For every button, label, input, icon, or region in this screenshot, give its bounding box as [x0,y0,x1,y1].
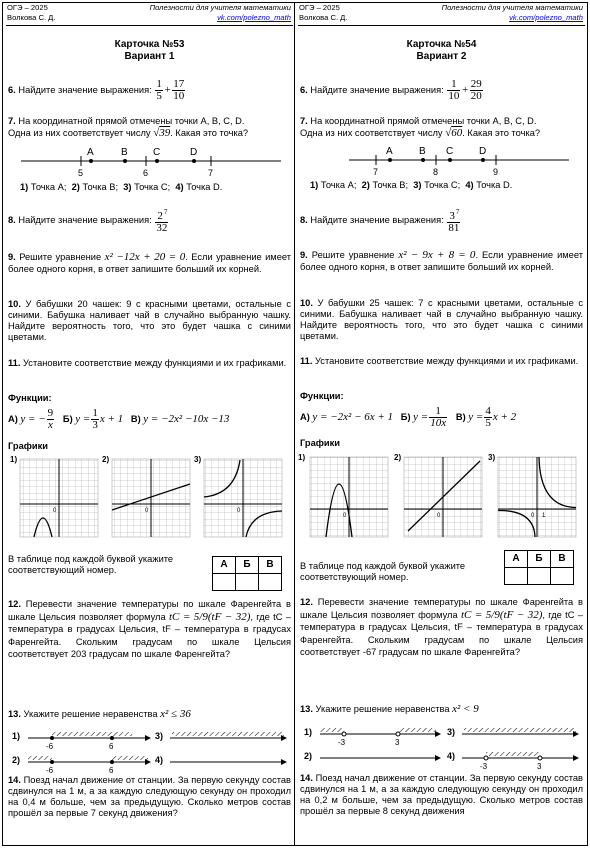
task-6: 6. Найдите значение выражения: $\frac{1}{5}$ + $\frac{17}{10}$ [8,78,185,102]
graph-1-label: 1) [10,455,18,464]
card-title: Карточка №53 [114,39,185,50]
author-name: Волкова С. Д. [7,13,56,22]
task-13: 13. Укажите решение неравенства x² ≤ 36 [8,708,191,720]
point-d: D [479,146,487,157]
svg-text:1): 1) [12,731,21,741]
graph-3-label: 3) [194,455,202,464]
point-b: B [419,146,426,157]
site-link[interactable]: vk.com/polezno_math [217,13,291,22]
graphs-row [10,454,290,546]
svg-text:1): 1) [304,727,313,737]
functions-list: А) y = − $\frac{9}{x}$ Б) y = $\frac{1}{3}$ x + 1 В) y = −2x² −10x −13 [8,407,230,431]
worksheet-page [2,2,588,846]
svg-text:2): 2) [12,755,21,765]
answer-cell-a[interactable] [213,574,236,591]
svg-text:4): 4) [155,755,164,765]
svg-text:0: 0 [237,508,241,514]
svg-text:-6: -6 [46,766,54,774]
svg-text:0: 0 [145,508,149,514]
svg-text:6: 6 [109,742,114,751]
task-9: 9. Решите уравнение x² −12x + 20 = 0. Если уравнение имеет более одного корня, в ответ запишите больший их корней. [8,251,291,275]
page-header [6,3,293,26]
exam-name: ОГЭ – 2025 [7,3,48,12]
task-14: 14. Поезд начал движение от станции. За первую секунду состав сдвинулся на 1 м, а за каждую следующую секунду он проходил на 0,2 м больше, чем за предыдущую. Сколько метров состав прошёл за первые 8 секунд движения [300,773,583,817]
graph-2-label: 2) [394,453,402,462]
graphs-label: Графики [8,441,48,451]
answer-cell-b[interactable] [528,568,551,585]
svg-text:0: 0 [531,513,535,519]
task-8: 8. Найдите значение выражения: $\frac{2^7}{32}$ [8,208,168,234]
task-6: 6. Найдите значение выражения: $\frac{1}{10}$ + $\frac{29}{20}$ [300,78,482,102]
task-7: 7. На координатной прямой отмечены точки A, B, C, D. Одна из них соответствует числу √39. Какая это точка? [8,116,249,140]
site-title: Полезности для учителя математики [441,3,583,12]
task-7-options: 1) Точка A; 2) Точка B; 3) Точка C; 4) Точка D. [20,182,223,192]
task-12: 12. Перевести значение температуры по шкале Фаренгейта в шкале Цельсия позволяет формула tC = 5/9(tF − 32), где tC – температура в градусах Цельсия, tF – температура в градусах Фаренгейта. Скольким градусам по шкале Цельсия соответствует -67 градусам по шкале Фаренгейта? [300,597,583,657]
svg-text:1: 1 [542,513,546,519]
tick-label: 7 [208,168,214,178]
column-divider [294,3,295,845]
number-line [16,146,286,180]
svg-text:2): 2) [304,751,313,761]
graph-1-label: 1) [298,453,306,462]
task-11: 11. Установите соответствие между функциями и их графиками. [300,356,579,366]
tick-label: 6 [143,168,149,178]
author-name: Волкова С. Д. [299,13,348,22]
functions-label: Функции: [300,391,344,401]
point-b: B [121,147,128,158]
page-header [298,3,585,26]
tick-label: 5 [78,168,84,178]
svg-text:0: 0 [343,513,347,519]
task-7: 7. На координатной прямой отмечены точки A, B, C, D. Одна из них соответствует числу √60. Какая это точка? [300,116,541,140]
task-13: 13. Укажите решение неравенства x² < 9 [300,703,479,715]
graph-2-label: 2) [102,455,110,464]
answer-cell-b[interactable] [236,574,259,591]
answer-table: А Б В [212,556,282,591]
exam-name: ОГЭ – 2025 [299,3,340,12]
card-variant: Вариант 2 [416,51,467,62]
table-instruction: В таблице под каждой буквой укажите соответствующий номер. [8,554,174,576]
svg-text:3: 3 [395,738,400,747]
svg-text:0: 0 [437,513,441,519]
task-14: 14. Поезд начал движение от станции. За первую секунду состав сдвинулся на 1 м, а за каждую следующую секунду он проходил на 0,4 м больше, чем за предыдущую. Сколько метров состав прошёл за первые 7 секунд движения? [8,775,291,819]
point-a: A [87,147,94,158]
tick-label: 8 [433,167,439,177]
svg-text:-3: -3 [338,738,346,747]
site-link[interactable]: vk.com/polezno_math [509,13,583,22]
svg-text:4): 4) [447,751,456,761]
task-12: 12. Перевести значение температуры по шкале Фаренгейта в шкале Цельсия позволяет формула tC = 5/9(tF − 32), где tC – температура в градусах Цельсия, tF – температура в градусах Фаренгейта. Скольким градусам по шкале Цельсия соответствует 203 градусам по шкале Фаренгейта? [8,599,291,659]
graph-3-label: 3) [488,453,496,462]
task-9: 9. Решите уравнение x² − 9x + 8 = 0. Если уравнение имеет более одного корня, в ответ запишите больший их корней. [300,249,583,273]
point-a: A [386,146,393,157]
task-8: 8. Найдите значение выражения: $\frac{3^7}{81}$ [300,208,460,234]
functions-label: Функции: [8,393,52,403]
svg-text:3: 3 [537,762,542,770]
point-c: C [446,146,454,157]
card-variant: Вариант 1 [124,51,175,62]
answer-cell-a[interactable] [505,568,528,585]
svg-text:3): 3) [447,727,456,737]
site-title: Полезности для учителя математики [149,3,291,12]
svg-text:0: 0 [53,508,57,514]
inequality-options [10,726,290,774]
inequality-options [302,722,582,770]
svg-text:-3: -3 [480,762,488,770]
card-54 [298,3,585,845]
svg-text:3): 3) [155,731,164,741]
task-10: 10. У бабушки 25 чашек: 7 с красными цветами, остальные с синими. Бабушка наливает чай в случайно выбранную чашку. Найдите вероятность того, что это будет чашка с синими цветами. [300,298,583,342]
answer-cell-c[interactable] [259,574,282,591]
answer-table: А Б В [504,550,574,585]
table-instruction: В таблице под каждой буквой укажите соответствующий номер. [300,561,466,583]
svg-text:-6: -6 [46,742,54,751]
task-11: 11. Установите соответствие между функциями и их графиками. [8,358,287,368]
tick-label: 9 [493,167,499,177]
point-d: D [190,147,198,158]
graphs-label: Графики [300,438,340,448]
task-7-options: 1) Точка A; 2) Точка B; 3) Точка C; 4) Точка D. [310,180,513,190]
tick-label: 7 [373,167,379,177]
card-53 [6,3,293,845]
graphs-row [298,451,582,543]
svg-text:6: 6 [109,766,114,774]
point-c: C [153,147,161,158]
task-10: 10. У бабушки 20 чашек: 9 с красными цветами, остальные с синими. Бабушка наливает чай в случайно выбранную чашку. Найдите вероятность того, что это будет чашка с синими цветами. [8,299,291,343]
answer-cell-c[interactable] [551,568,574,585]
number-line [344,145,574,179]
functions-list: А) y = −2x² − 6x + 1 Б) y = $\frac{1}{10x}$ В) y = $\frac{4}{5}$ x + 2 [300,405,517,429]
card-title: Карточка №54 [406,39,477,50]
